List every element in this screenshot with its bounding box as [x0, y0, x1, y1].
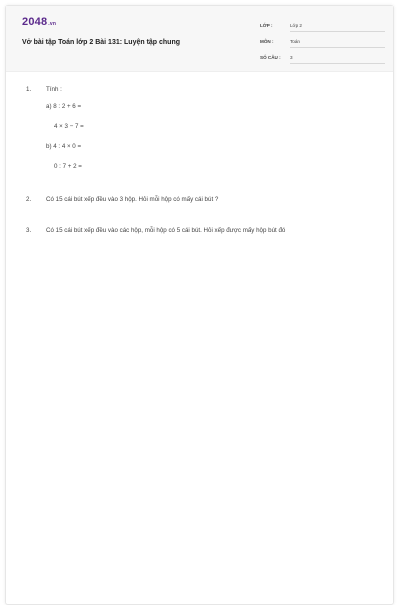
logo-tld-text: .vn — [48, 21, 57, 27]
question-text: Có 15 cái bút xếp đều vào 3 hộp. Hỏi mỗi hộp có mấy cái bút ? — [46, 196, 219, 203]
site-logo[interactable] — [22, 16, 56, 28]
question-2 — [26, 196, 386, 203]
logo-main-text: 2048 — [22, 16, 48, 28]
question-1 — [26, 86, 386, 172]
question-number: 1. — [26, 86, 32, 93]
meta-row-grade — [260, 21, 385, 34]
question-text: Có 15 cái bút xếp đều vào các hộp, mỗi hộp có 5 cái bút. Hỏi xếp được mấy hộp bút đó — [46, 227, 286, 234]
meta-label-subject: MÔN : — [260, 39, 274, 44]
worksheet-title: Vở bài tập Toán lớp 2 Bài 131: Luyện tập chung — [22, 39, 181, 46]
subitem-b1: b) 4 : 4 × 0 = — [46, 143, 82, 150]
meta-label-grade: LỚP : — [260, 23, 273, 28]
subitem-a1: a) 8 : 2 + 6 = — [46, 103, 82, 110]
subitem-a2: 4 × 3 − 7 = — [54, 123, 84, 130]
subitem-b2: 0 : 7 + 2 = — [54, 163, 82, 170]
meta-value-question-count: 3 — [290, 55, 385, 64]
meta-row-question-count — [260, 53, 385, 66]
question-3 — [26, 227, 386, 234]
question-number: 2. — [26, 196, 32, 203]
worksheet-page — [5, 5, 394, 605]
meta-row-subject — [260, 37, 385, 50]
question-number: 3. — [26, 227, 32, 234]
worksheet-content — [26, 86, 386, 258]
worksheet-header — [6, 6, 393, 72]
worksheet-meta — [260, 21, 385, 69]
meta-value-subject: Toán — [290, 39, 385, 48]
question-text: Tính : — [46, 86, 62, 93]
question-1-subitems — [46, 103, 386, 172]
meta-value-grade: Lớp 2 — [290, 23, 385, 32]
meta-label-question-count: SỐ CÂU : — [260, 55, 281, 60]
